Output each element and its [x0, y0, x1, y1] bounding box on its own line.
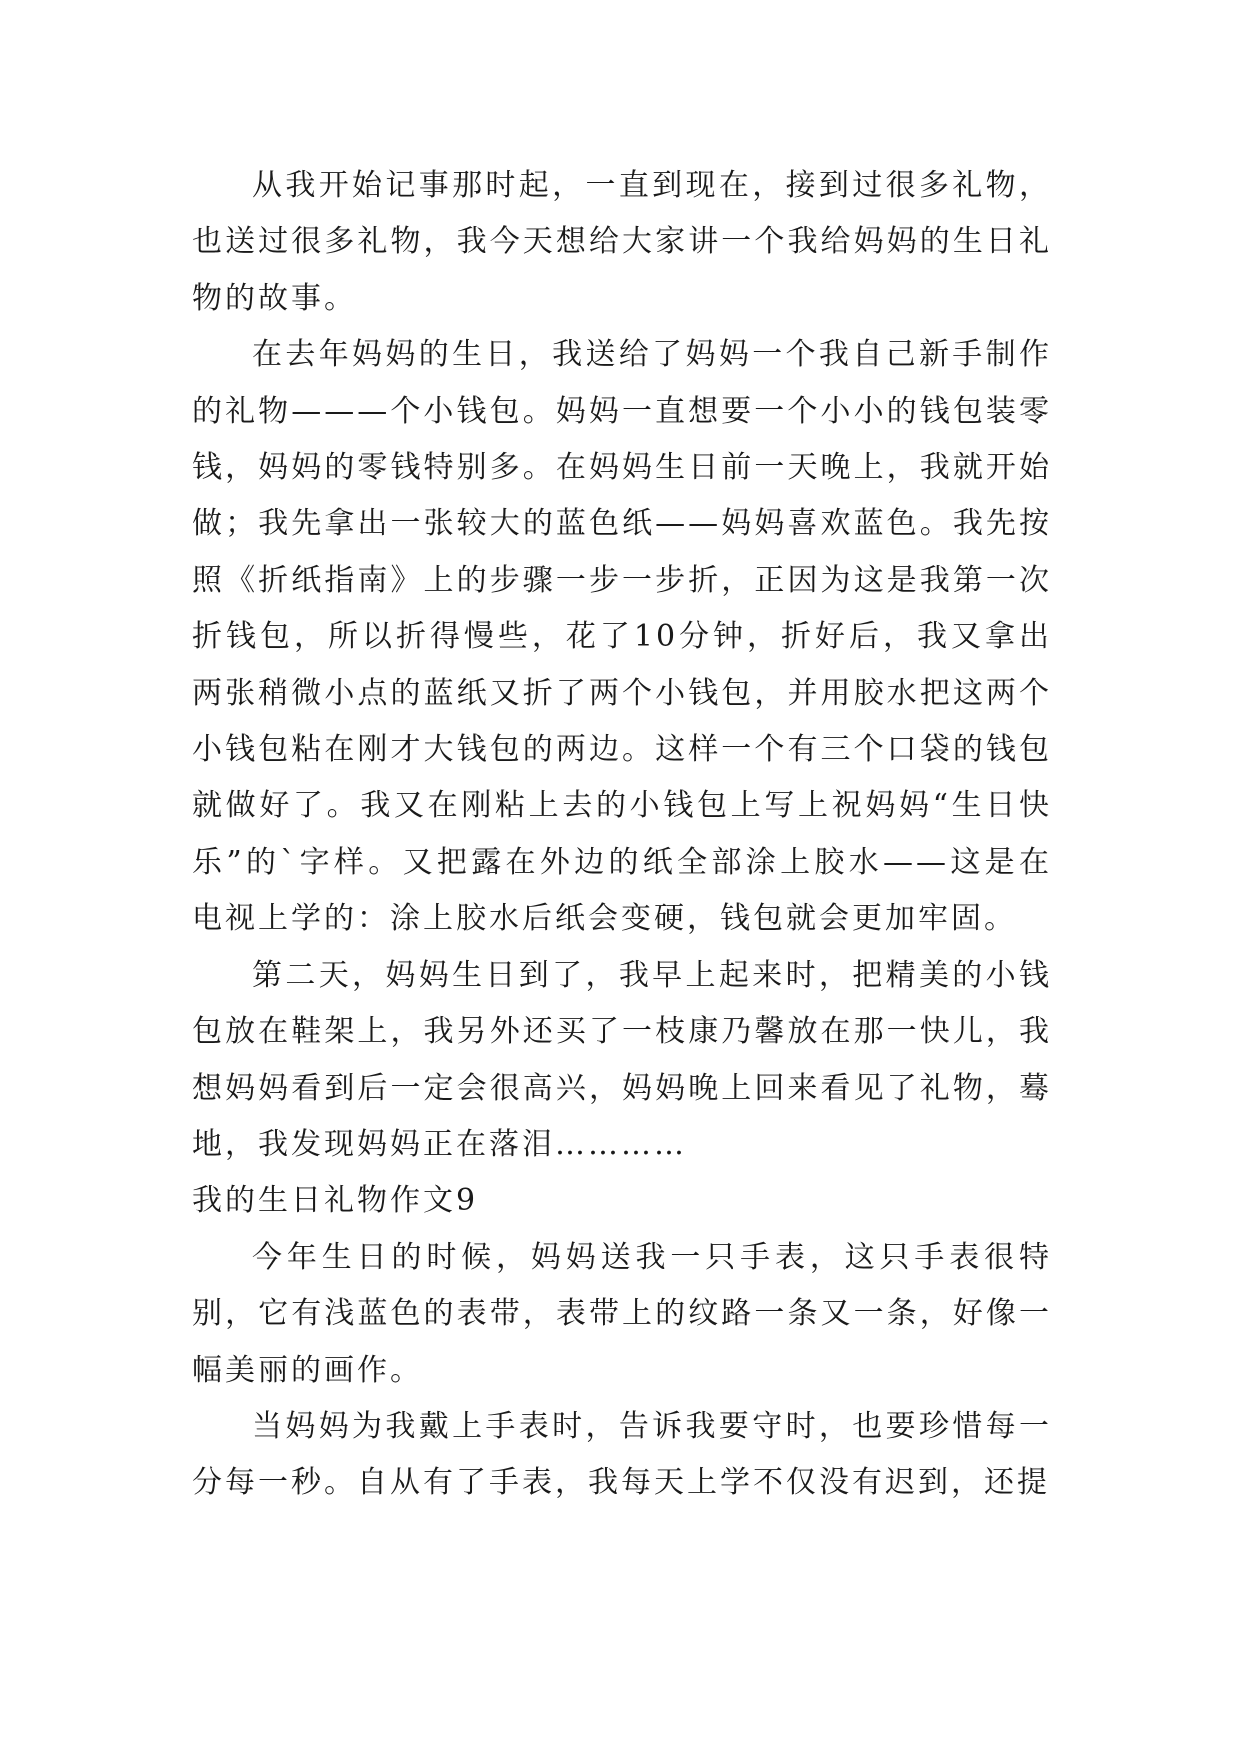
paragraph-5: 当妈妈为我戴上手表时，告诉我要守时，也要珍惜每一分每一秒。自从有了手表，我每天上学不仅没有迟到，还提: [192, 1408, 1052, 1501]
paragraph-2: 在去年妈妈的生日，我送给了妈妈一个我自己新手制作的礼物———个小钱包。妈妈一直想要一个小小的钱包装零钱，妈妈的零钱特别多。在妈妈生日前一天晚上，我就开始做；我先拿出一张较大的蓝色纸——妈妈喜欢蓝色。我先按照《折纸指南》上的步骤一步一步折，正因为这是我第一次折钱包，所以折得慢些，花了10分钟，折好后，我又拿出两张稍微小点的蓝纸又折了两个小钱包，并用胶水把这两个小钱包粘在刚才大钱包的两边。这样一个有三个口袋的钱包就做好了。我又在刚粘上去的小钱包上写上祝妈妈“生日快乐”的`字样。又把露在外边的纸全部涂上胶水——这是在电视上学的：涂上胶水后纸会变硬，钱包就会更加牢固。: [192, 337, 1052, 937]
paragraph-4: 今年生日的时候，妈妈送我一只手表，这只手表很特别，它有浅蓝色的表带，表带上的纹路一条又一条，好像一幅美丽的画作。: [192, 1239, 1052, 1388]
document-body: [192, 158, 1052, 1512]
essay-heading: 我的生日礼物作文9: [192, 1183, 479, 1219]
paragraph-1: 从我开始记事那时起，一直到现在，接到过很多礼物，也送过很多礼物，我今天想给大家讲一个我给妈妈的生日礼物的故事。: [192, 168, 1052, 316]
paragraph-3: 第二天，妈妈生日到了，我早上起来时，把精美的小钱包放在鞋架上，我另外还买了一枝康乃馨放在那一快儿，我想妈妈看到后一定会很高兴，妈妈晚上回来看见了礼物，蓦地，我发现妈妈正在落泪…………: [192, 957, 1052, 1162]
